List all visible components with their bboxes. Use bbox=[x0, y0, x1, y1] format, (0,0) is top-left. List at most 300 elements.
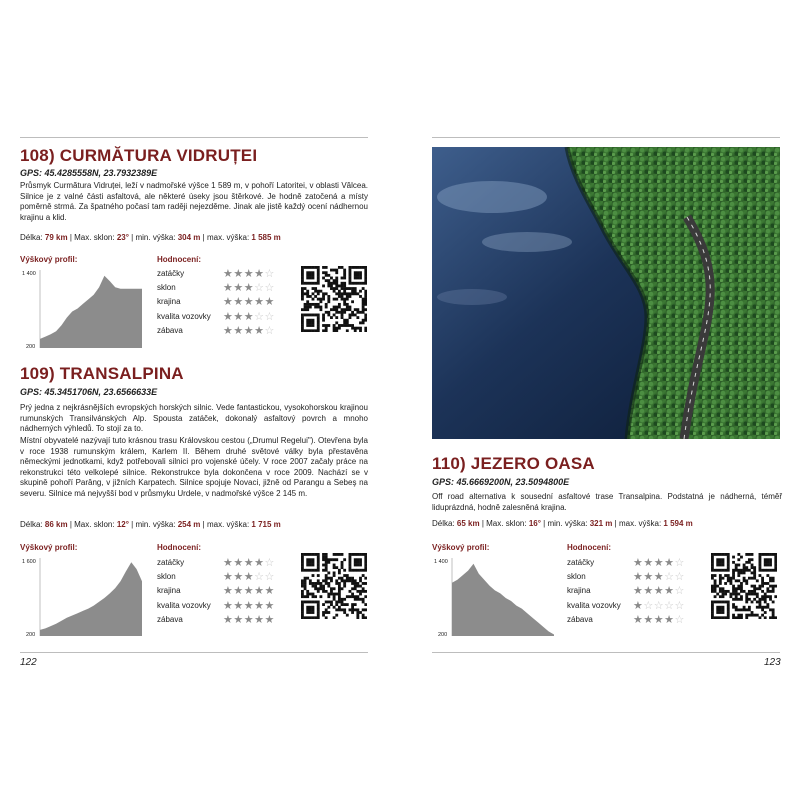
qr-module bbox=[301, 282, 304, 285]
qr-module bbox=[325, 279, 328, 282]
qr-module bbox=[772, 616, 775, 619]
star-icon: ★ bbox=[633, 598, 644, 612]
qr-module bbox=[327, 295, 330, 298]
qr-module bbox=[312, 611, 315, 614]
qr-module bbox=[309, 569, 312, 572]
star-icon: ★ bbox=[243, 584, 255, 598]
qr-module bbox=[354, 595, 357, 598]
star-icon: ★ bbox=[223, 584, 234, 598]
qr-module bbox=[333, 574, 336, 577]
qr-module bbox=[343, 611, 346, 614]
qr-module bbox=[330, 593, 333, 596]
elevation-profile-chart bbox=[20, 266, 145, 352]
qr-module bbox=[356, 611, 359, 614]
qr-module bbox=[343, 274, 346, 277]
qr-module bbox=[751, 571, 754, 574]
qr-module bbox=[354, 308, 357, 311]
qr-module bbox=[333, 558, 336, 561]
qr-module bbox=[325, 601, 328, 604]
max-height-label: max. výška: bbox=[206, 233, 250, 242]
qr-module bbox=[362, 616, 365, 619]
qr-module bbox=[769, 590, 772, 593]
qr-module bbox=[732, 577, 735, 580]
qr-module bbox=[740, 585, 743, 588]
qr-module bbox=[356, 327, 359, 330]
qr-module bbox=[759, 561, 762, 564]
qr-module bbox=[354, 274, 357, 277]
qr-module bbox=[351, 324, 354, 327]
star-icon: ☆ bbox=[674, 612, 685, 626]
qr-module bbox=[719, 611, 722, 614]
qr-module bbox=[317, 561, 320, 564]
qr-module bbox=[364, 298, 367, 301]
qr-module bbox=[748, 590, 751, 593]
qr-module bbox=[756, 601, 759, 604]
qr-module bbox=[364, 303, 367, 306]
qr-module bbox=[327, 571, 330, 574]
qr-module bbox=[325, 306, 328, 309]
qr-module bbox=[343, 558, 346, 561]
qr-module bbox=[343, 582, 346, 585]
qr-module bbox=[761, 577, 764, 580]
qr-module bbox=[301, 582, 304, 585]
qr-module bbox=[769, 569, 772, 572]
profile-top-label: 1 400 bbox=[434, 559, 448, 565]
qr-code[interactable] bbox=[301, 553, 367, 619]
slope-value: 12° bbox=[116, 520, 129, 529]
qr-module bbox=[732, 606, 735, 609]
qr-module bbox=[766, 590, 769, 593]
qr-module bbox=[756, 606, 759, 609]
qr-code[interactable] bbox=[711, 553, 777, 619]
qr-module bbox=[351, 290, 354, 293]
qr-module bbox=[364, 608, 367, 611]
qr-module bbox=[325, 566, 328, 569]
qr-module bbox=[722, 558, 725, 561]
rating-name: sklon bbox=[567, 572, 586, 582]
qr-module bbox=[319, 300, 322, 303]
qr-module bbox=[722, 587, 725, 590]
qr-module bbox=[309, 582, 312, 585]
qr-module bbox=[745, 566, 748, 569]
qr-module bbox=[317, 298, 320, 301]
profile-area bbox=[40, 562, 142, 636]
qr-module bbox=[325, 574, 328, 577]
qr-module bbox=[343, 290, 346, 293]
qr-module bbox=[343, 287, 346, 290]
qr-module bbox=[732, 561, 735, 564]
qr-module bbox=[766, 569, 769, 572]
qr-module bbox=[301, 569, 304, 572]
qr-module bbox=[322, 295, 325, 298]
qr-module bbox=[314, 553, 317, 556]
qr-module bbox=[306, 319, 309, 322]
qr-module bbox=[301, 616, 304, 619]
qr-module bbox=[772, 590, 775, 593]
qr-module bbox=[301, 601, 304, 604]
qr-module bbox=[711, 614, 714, 617]
rating-name: krajina bbox=[157, 297, 181, 307]
qr-module bbox=[325, 561, 328, 564]
qr-module bbox=[301, 327, 304, 330]
qr-module bbox=[764, 561, 767, 564]
qr-module bbox=[748, 561, 751, 564]
qr-module bbox=[753, 593, 756, 596]
qr-code[interactable] bbox=[301, 266, 367, 332]
qr-module bbox=[772, 585, 775, 588]
qr-module bbox=[716, 611, 719, 614]
rating-name: zatáčky bbox=[157, 269, 185, 278]
qr-module bbox=[343, 284, 346, 287]
rating-row bbox=[157, 612, 292, 629]
qr-module bbox=[356, 282, 359, 285]
right-page bbox=[400, 0, 800, 800]
qr-module bbox=[761, 614, 764, 617]
qr-module bbox=[312, 582, 315, 585]
qr-module bbox=[346, 595, 349, 598]
qr-module bbox=[306, 303, 309, 306]
qr-module bbox=[333, 324, 336, 327]
qr-module bbox=[732, 556, 735, 559]
rating-row bbox=[157, 323, 292, 340]
qr-module bbox=[312, 321, 315, 324]
qr-module bbox=[745, 593, 748, 596]
qr-module bbox=[319, 306, 322, 309]
qr-module bbox=[732, 569, 735, 572]
page-number: 122 bbox=[20, 657, 37, 668]
star-icon: ★ bbox=[243, 323, 255, 337]
qr-module bbox=[335, 558, 338, 561]
star-icon: ★ bbox=[264, 584, 275, 598]
qr-module bbox=[325, 274, 328, 277]
qr-module bbox=[338, 306, 341, 309]
qr-module bbox=[304, 595, 307, 598]
profile-label: Výškový profil: bbox=[20, 255, 78, 264]
star-icon: ★ bbox=[223, 281, 234, 295]
qr-module bbox=[362, 287, 365, 290]
rating-row bbox=[567, 612, 702, 629]
qr-module bbox=[341, 566, 344, 569]
qr-module bbox=[740, 595, 743, 598]
qr-module bbox=[362, 298, 365, 301]
qr-module bbox=[769, 608, 772, 611]
qr-module bbox=[349, 324, 352, 327]
qr-module bbox=[306, 324, 309, 327]
qr-module bbox=[732, 590, 735, 593]
qr-module bbox=[335, 306, 338, 309]
qr-module bbox=[727, 564, 730, 567]
qr-module bbox=[312, 319, 315, 322]
qr-module bbox=[335, 277, 338, 280]
qr-module bbox=[338, 577, 341, 580]
qr-module bbox=[719, 569, 722, 572]
qr-module bbox=[327, 593, 330, 596]
qr-module bbox=[719, 587, 722, 590]
star-icon: ★ bbox=[223, 267, 234, 280]
qr-module bbox=[338, 569, 341, 572]
qr-module bbox=[322, 569, 325, 572]
qr-module bbox=[301, 316, 304, 319]
qr-module bbox=[343, 271, 346, 274]
qr-module bbox=[301, 564, 304, 567]
qr-module bbox=[364, 277, 367, 280]
qr-module bbox=[301, 611, 304, 614]
qr-module bbox=[325, 303, 328, 306]
qr-module bbox=[724, 553, 727, 556]
qr-module bbox=[737, 608, 740, 611]
qr-module bbox=[722, 564, 725, 567]
qr-module bbox=[351, 300, 354, 303]
qr-module bbox=[351, 266, 354, 269]
qr-module bbox=[301, 279, 304, 282]
qr-module bbox=[306, 553, 309, 556]
qr-module bbox=[727, 614, 730, 617]
qr-module bbox=[312, 271, 315, 274]
qr-module bbox=[735, 590, 738, 593]
qr-module bbox=[343, 308, 346, 311]
length-value: 79 km bbox=[44, 233, 68, 242]
qr-module bbox=[714, 595, 717, 598]
qr-module bbox=[362, 598, 365, 601]
qr-module bbox=[325, 553, 328, 556]
qr-module bbox=[304, 553, 307, 556]
qr-module bbox=[766, 553, 769, 556]
star-rating bbox=[633, 613, 685, 626]
qr-module bbox=[319, 308, 322, 311]
qr-module bbox=[362, 590, 365, 593]
qr-module bbox=[764, 601, 767, 604]
qr-module bbox=[354, 564, 357, 567]
qr-module bbox=[735, 595, 738, 598]
star-icon: ★ bbox=[233, 267, 244, 280]
qr-module bbox=[740, 587, 743, 590]
qr-module bbox=[719, 601, 722, 604]
qr-module bbox=[322, 553, 325, 556]
qr-module bbox=[735, 606, 738, 609]
qr-module bbox=[364, 319, 367, 322]
qr-module bbox=[759, 603, 762, 606]
qr-module bbox=[722, 553, 725, 556]
qr-module bbox=[322, 266, 325, 269]
qr-module bbox=[312, 266, 315, 269]
qr-module bbox=[325, 324, 328, 327]
qr-module bbox=[745, 616, 748, 619]
qr-module bbox=[354, 587, 357, 590]
qr-module bbox=[309, 271, 312, 274]
qr-module bbox=[343, 569, 346, 572]
qr-module bbox=[732, 603, 735, 606]
qr-module bbox=[317, 587, 320, 590]
qr-module bbox=[354, 598, 357, 601]
qr-module bbox=[769, 595, 772, 598]
qr-module bbox=[338, 324, 341, 327]
qr-module bbox=[301, 269, 304, 272]
star-icon: ★ bbox=[223, 612, 234, 626]
profile-area bbox=[40, 276, 142, 348]
qr-module bbox=[317, 321, 320, 324]
qr-module bbox=[306, 616, 309, 619]
qr-module bbox=[364, 292, 367, 295]
qr-module bbox=[301, 329, 304, 332]
qr-module bbox=[309, 561, 312, 564]
qr-module bbox=[719, 553, 722, 556]
qr-module bbox=[737, 564, 740, 567]
qr-module bbox=[327, 300, 330, 303]
rating-name: zábava bbox=[157, 614, 183, 624]
qr-module bbox=[306, 277, 309, 280]
qr-module bbox=[753, 577, 756, 580]
qr-module bbox=[364, 329, 367, 332]
qr-module bbox=[338, 571, 341, 574]
qr-module bbox=[338, 595, 341, 598]
qr-module bbox=[748, 608, 751, 611]
qr-module bbox=[724, 590, 727, 593]
star-icon: ★ bbox=[254, 556, 265, 569]
star-icon: ☆ bbox=[674, 598, 685, 612]
min-height-label: min. výška: bbox=[135, 233, 176, 242]
qr-module bbox=[735, 608, 738, 611]
profile-label: Výškový profil: bbox=[20, 543, 78, 552]
qr-module bbox=[333, 553, 336, 556]
qr-module bbox=[722, 611, 725, 614]
qr-module bbox=[317, 274, 320, 277]
qr-module bbox=[322, 556, 325, 559]
qr-module bbox=[327, 324, 330, 327]
qr-module bbox=[341, 316, 344, 319]
qr-module bbox=[335, 271, 338, 274]
qr-module bbox=[349, 282, 352, 285]
qr-module bbox=[743, 608, 746, 611]
qr-module bbox=[743, 564, 746, 567]
qr-module bbox=[306, 329, 309, 332]
qr-module bbox=[714, 590, 717, 593]
qr-module bbox=[301, 585, 304, 588]
qr-module bbox=[764, 558, 767, 561]
qr-module bbox=[301, 561, 304, 564]
qr-module bbox=[301, 556, 304, 559]
bottom-rule bbox=[20, 652, 368, 653]
qr-module bbox=[359, 569, 362, 572]
qr-module bbox=[338, 303, 341, 306]
qr-module bbox=[319, 290, 322, 293]
qr-module bbox=[338, 266, 341, 269]
star-icon: ★ bbox=[633, 556, 644, 569]
qr-module bbox=[774, 558, 777, 561]
qr-module bbox=[330, 308, 333, 311]
qr-module bbox=[322, 603, 325, 606]
qr-module bbox=[312, 593, 315, 596]
qr-module bbox=[774, 569, 777, 572]
qr-module bbox=[333, 306, 336, 309]
qr-module bbox=[362, 282, 365, 285]
qr-module bbox=[737, 598, 740, 601]
qr-module bbox=[722, 593, 725, 596]
qr-module bbox=[766, 606, 769, 609]
qr-module bbox=[325, 266, 328, 269]
qr-module bbox=[714, 579, 717, 582]
star-icon: ☆ bbox=[264, 556, 275, 569]
qr-module bbox=[759, 587, 762, 590]
star-icon: ★ bbox=[223, 598, 234, 612]
qr-module bbox=[322, 329, 325, 332]
qr-module bbox=[301, 319, 304, 322]
rating-name: zatáčky bbox=[157, 558, 185, 567]
qr-module bbox=[314, 295, 317, 298]
qr-module bbox=[356, 590, 359, 593]
qr-module bbox=[330, 603, 333, 606]
qr-module bbox=[304, 577, 307, 580]
qr-module bbox=[354, 329, 357, 332]
qr-module bbox=[356, 608, 359, 611]
qr-module bbox=[759, 601, 762, 604]
qr-module bbox=[751, 601, 754, 604]
qr-module bbox=[341, 564, 344, 567]
qr-module bbox=[335, 311, 338, 314]
qr-module bbox=[338, 601, 341, 604]
qr-module bbox=[309, 558, 312, 561]
qr-module bbox=[314, 569, 317, 572]
qr-module bbox=[304, 616, 307, 619]
qr-module bbox=[346, 292, 349, 295]
qr-module bbox=[729, 593, 732, 596]
qr-module bbox=[349, 314, 352, 317]
star-rating bbox=[223, 599, 275, 612]
qr-module bbox=[729, 577, 732, 580]
qr-module bbox=[301, 292, 304, 295]
qr-module bbox=[724, 569, 727, 572]
qr-module bbox=[748, 553, 751, 556]
qr-module bbox=[354, 287, 357, 290]
qr-module bbox=[711, 611, 714, 614]
qr-module bbox=[714, 585, 717, 588]
qr-module bbox=[359, 561, 362, 564]
qr-module bbox=[727, 608, 730, 611]
qr-module bbox=[319, 582, 322, 585]
qr-module bbox=[312, 606, 315, 609]
qr-module bbox=[343, 303, 346, 306]
qr-module bbox=[327, 314, 330, 317]
star-rating bbox=[223, 310, 275, 323]
star-icon: ☆ bbox=[653, 598, 665, 612]
page-number: 123 bbox=[764, 657, 781, 668]
qr-module bbox=[346, 574, 349, 577]
qr-module bbox=[356, 585, 359, 588]
star-icon: ★ bbox=[643, 556, 654, 569]
qr-module bbox=[745, 614, 748, 617]
qr-module bbox=[333, 571, 336, 574]
qr-module bbox=[764, 611, 767, 614]
qr-module bbox=[364, 327, 367, 330]
qr-module bbox=[343, 579, 346, 582]
star-rating bbox=[633, 570, 685, 583]
qr-module bbox=[314, 306, 317, 309]
qr-module bbox=[338, 295, 341, 298]
qr-module bbox=[349, 269, 352, 272]
qr-module bbox=[748, 598, 751, 601]
qr-module bbox=[306, 306, 309, 309]
qr-module bbox=[304, 292, 307, 295]
qr-module bbox=[764, 606, 767, 609]
qr-module bbox=[753, 614, 756, 617]
qr-module bbox=[335, 321, 338, 324]
qr-module bbox=[317, 603, 320, 606]
qr-module bbox=[772, 601, 775, 604]
star-rating bbox=[223, 570, 275, 583]
qr-module bbox=[748, 558, 751, 561]
qr-module bbox=[714, 616, 717, 619]
qr-module bbox=[740, 569, 743, 572]
star-icon: ★ bbox=[664, 584, 675, 598]
